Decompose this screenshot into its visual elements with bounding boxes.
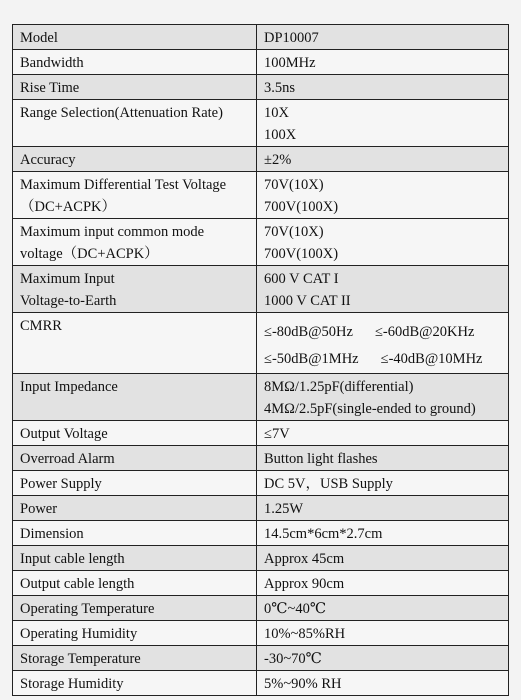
table-row	[13, 621, 509, 646]
table-row	[13, 374, 509, 421]
spec-value: 10%~85%RH	[264, 626, 346, 642]
table-row	[13, 471, 509, 496]
spec-value: 3.5ns	[264, 80, 296, 96]
spec-label-cell	[13, 147, 257, 172]
spec-label-cell	[13, 596, 257, 621]
spec-label: Input Impedance	[20, 379, 118, 395]
spec-label-cell	[13, 646, 257, 671]
spec-value-cell	[257, 266, 509, 313]
table-row	[13, 313, 509, 374]
spec-value: Approx 90cm	[264, 576, 345, 592]
spec-label-cell	[13, 374, 257, 421]
spec-label-cell	[13, 496, 257, 521]
spec-value: ≤7V	[264, 426, 290, 442]
spec-value-cell	[257, 471, 509, 496]
table-row	[13, 671, 509, 696]
cmrr-line	[264, 346, 501, 373]
spec-label-cell	[13, 521, 257, 546]
spec-label: Model	[20, 30, 58, 46]
table-row	[13, 172, 509, 219]
spec-value-cell	[257, 596, 509, 621]
spec-value-cell	[257, 621, 509, 646]
table-row	[13, 596, 509, 621]
spec-label: Maximum Differential Test Voltage	[20, 177, 227, 193]
spec-value-cell	[257, 571, 509, 596]
spec-value-cell	[257, 546, 509, 571]
spec-label: Storage Humidity	[20, 676, 124, 692]
spec-value-cell	[257, 100, 509, 147]
spec-value-cell	[257, 50, 509, 75]
spec-label: Input cable length	[20, 551, 125, 567]
spec-value-cell	[257, 25, 509, 50]
spec-label-cell	[13, 421, 257, 446]
table-row	[13, 546, 509, 571]
spec-value: 1.25W	[264, 501, 304, 517]
spec-value: 600 V CAT I	[264, 271, 339, 287]
cmrr-value: ≤-80dB@50Hz	[264, 324, 353, 340]
spec-value: 100X	[264, 127, 297, 143]
spec-label-cell	[13, 266, 257, 313]
spec-value-cell	[257, 374, 509, 421]
cmrr-value: ≤-50dB@1MHz	[264, 351, 359, 367]
table-row	[13, 25, 509, 50]
spec-label: Output Voltage	[20, 426, 108, 442]
spec-value-cell	[257, 446, 509, 471]
spec-value: Button light flashes	[264, 451, 378, 467]
table-row	[13, 646, 509, 671]
table-row	[13, 446, 509, 471]
spec-value: -30~70℃	[264, 651, 322, 667]
spec-label-cell	[13, 100, 257, 147]
spec-label: Maximum input common mode	[20, 224, 205, 240]
spec-label: Rise Time	[20, 80, 80, 96]
spec-label: Storage Temperature	[20, 651, 141, 667]
spec-value: 0℃~40℃	[264, 601, 327, 617]
spec-label: Bandwidth	[20, 55, 84, 71]
spec-value: 70V(10X)	[264, 224, 324, 240]
table-row	[13, 147, 509, 172]
spec-value: 4MΩ/2.5pF(single-ended to ground)	[264, 401, 476, 417]
spec-value-cell	[257, 646, 509, 671]
table-row	[13, 219, 509, 266]
table-row	[13, 75, 509, 100]
spec-label: Voltage-to-Earth	[20, 293, 117, 309]
table-row	[13, 266, 509, 313]
spec-label: （DC+ACPK）	[20, 199, 116, 215]
spec-value: ±2%	[264, 152, 292, 168]
table-row	[13, 100, 509, 147]
spec-value: DP10007	[264, 30, 319, 46]
spec-label: Power Supply	[20, 476, 102, 492]
spec-value: 700V(100X)	[264, 246, 339, 262]
cmrr-line	[264, 319, 501, 346]
table-row	[13, 421, 509, 446]
spec-table-body	[13, 25, 509, 696]
table-row	[13, 50, 509, 75]
cmrr-value: ≤-40dB@10MHz	[380, 351, 483, 367]
spec-label: voltage（DC+ACPK）	[20, 246, 159, 262]
spec-value: 700V(100X)	[264, 199, 339, 215]
spec-value-cell	[257, 147, 509, 172]
spec-label-cell	[13, 546, 257, 571]
spec-label-cell	[13, 50, 257, 75]
spec-value: 14.5cm*6cm*2.7cm	[264, 526, 383, 542]
spec-label-cell	[13, 172, 257, 219]
table-row	[13, 571, 509, 596]
spec-label: Output cable length	[20, 576, 135, 592]
spec-value-cell	[257, 219, 509, 266]
spec-label-cell	[13, 75, 257, 100]
spec-label: Operating Humidity	[20, 626, 138, 642]
spec-label: Operating Temperature	[20, 601, 155, 617]
spec-value-cell	[257, 671, 509, 696]
spec-value: 100MHz	[264, 55, 316, 71]
spec-value-cell	[257, 421, 509, 446]
spec-label-cell	[13, 471, 257, 496]
spec-label: CMRR	[20, 318, 62, 334]
spec-value-cell	[257, 172, 509, 219]
spec-label: Maximum Input	[20, 271, 115, 287]
table-row	[13, 521, 509, 546]
spec-label-cell	[13, 621, 257, 646]
cmrr-value: ≤-60dB@20KHz	[374, 324, 475, 340]
spec-label: Dimension	[20, 526, 84, 542]
spec-label-cell	[13, 25, 257, 50]
spec-value: 70V(10X)	[264, 177, 324, 193]
spec-value-cell	[257, 313, 509, 374]
spec-label-cell	[13, 671, 257, 696]
spec-label-cell	[13, 571, 257, 596]
spec-label-cell	[13, 219, 257, 266]
spec-label: Power	[20, 501, 58, 517]
spec-table	[12, 24, 509, 696]
spec-label: Accuracy	[20, 152, 76, 168]
spec-value: DC 5V，USB Supply	[264, 476, 393, 492]
spec-label-cell	[13, 313, 257, 374]
spec-value-cell	[257, 75, 509, 100]
table-row	[13, 496, 509, 521]
spec-value: 5%~90% RH	[264, 676, 342, 692]
spec-value: 10X	[264, 105, 289, 121]
spec-value: Approx 45cm	[264, 551, 345, 567]
spec-value-cell	[257, 496, 509, 521]
spec-label-cell	[13, 446, 257, 471]
spec-label: Range Selection(Attenuation Rate)	[20, 105, 223, 121]
spec-label: Overroad Alarm	[20, 451, 115, 467]
spec-value-cell	[257, 521, 509, 546]
spec-value: 1000 V CAT II	[264, 293, 351, 309]
spec-value: 8MΩ/1.25pF(differential)	[264, 379, 414, 395]
